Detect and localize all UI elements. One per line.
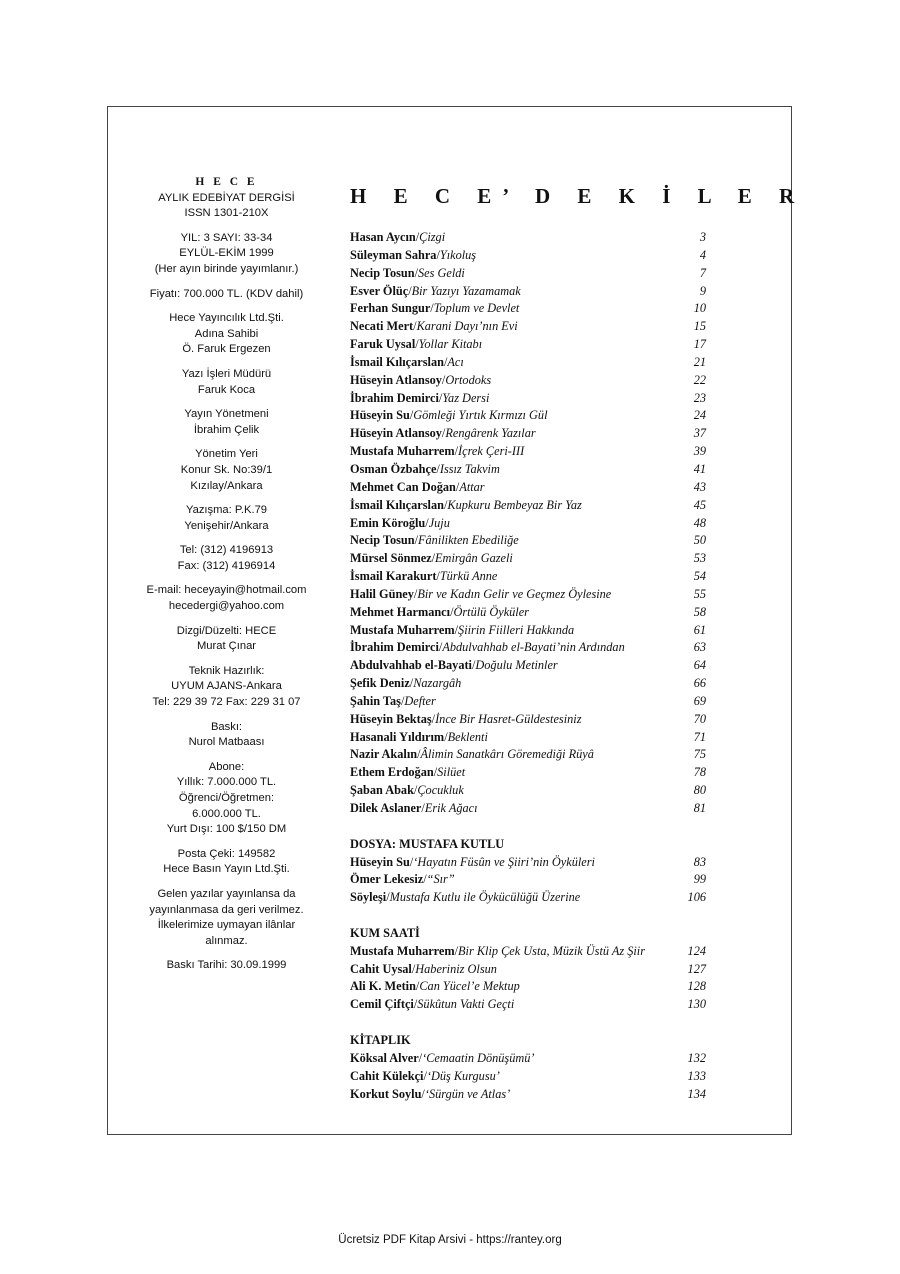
toc-entry: Hüseyin Atlansoy/Ortodoks 22 (350, 372, 706, 390)
toc-work-title: Toplum ve Devlet (433, 301, 520, 316)
toc-author: Hüseyin Bektaş (350, 711, 432, 726)
masthead-line: E-mail: heceyayin@hotmail.com (146, 584, 307, 597)
toc-entry: Hüseyin Bektaş/İnce Bir Hasret-Güldestesiniz 70 (350, 711, 706, 729)
toc-page-number: 124 (687, 943, 706, 958)
toc-work-title: Âlimin Sanatkârı Göremediği Rüyâ (420, 747, 594, 762)
toc-page-number: 15 (693, 319, 706, 334)
toc-entry: Necip Tosun/Ses Geldi 7 (350, 265, 706, 283)
toc-page-number: 48 (693, 515, 706, 530)
toc-entry: Şefik Deniz/Nazargâh 66 (350, 675, 706, 693)
toc-work-title: Fânilikten Ebediliğe (418, 533, 519, 548)
toc-page-number: 21 (693, 354, 706, 369)
toc-work-title: ‘Sürgün ve Atlas’ (424, 1086, 511, 1101)
toc-page-number: 70 (693, 711, 706, 726)
toc-work-title: “Sır” (426, 872, 455, 887)
toc-work-title: Bir Yazıyı Yazamamak (411, 283, 521, 298)
toc-work-title: Acı (447, 354, 464, 369)
toc-work-title: İçrek Çeri-III (458, 444, 525, 459)
masthead-line: YIL: 3 SAYI: 33-34 (180, 231, 273, 244)
masthead-line: Ö. Faruk Ergezen (182, 343, 271, 356)
toc-entry: Nazir Akalın/Âlimin Sanatkârı Göremediği Rüyâ 75 (350, 746, 706, 764)
toc-work-title: Defter (404, 693, 436, 708)
toc-page-number: 10 (693, 301, 706, 316)
masthead-line: Murat Çınar (196, 640, 257, 653)
toc-entry: Hasan Aycın/Çizgi 3 (350, 229, 706, 247)
toc-page-number: 7 (699, 265, 706, 280)
toc-work-title: Doğulu Metinler (475, 658, 558, 673)
toc-author: Söyleşi (350, 890, 387, 905)
toc-work-title: ‘Hayatın Füsûn ve Şiiri’nin Öyküleri (413, 854, 595, 869)
toc-entry: Dilek Aslaner/Erik Ağacı 81 (350, 800, 706, 818)
toc-work-title: Ortodoks (445, 372, 492, 387)
toc-entry: Hasanali Yıldırım/Beklenti 71 (350, 729, 706, 747)
toc-entry: Köksal Alver/‘Cemaatin Dönüşümü’ 132 (350, 1050, 706, 1068)
toc-page-number: 78 (693, 765, 706, 780)
toc-page-number: 127 (687, 961, 706, 976)
masthead-line: EYLÜL-EKİM 1999 (179, 247, 274, 260)
masthead-group (140, 287, 313, 303)
toc-entry: Süleyman Sahra/Yıkoluş 4 (350, 247, 706, 265)
masthead-line: Fax: (312) 4196914 (177, 559, 276, 572)
toc-entry: Ferhan Sungur/Toplum ve Devlet 10 (350, 300, 706, 318)
masthead-line: Yönetim Yeri (195, 448, 258, 461)
toc-page-number: 17 (693, 337, 706, 352)
toc-page-number: 9 (699, 283, 706, 298)
toc-work-title: İnce Bir Hasret-Güldestesiniz (435, 711, 582, 726)
toc-entry: Şaban Abak/Çocukluk 80 (350, 782, 706, 800)
toc-author: Hüseyin Su (350, 854, 410, 869)
toc-author: Dilek Aslaner (350, 801, 422, 815)
toc-entry: Korkut Soylu/‘Sürgün ve Atlas’ 134 (350, 1086, 706, 1104)
toc-author: Ömer Lekesiz (350, 872, 424, 887)
toc-page-number: 23 (693, 390, 706, 405)
toc-page-number: 53 (693, 551, 706, 566)
toc-entry: İsmail Karakurt/Türkü Anne 54 (350, 568, 706, 586)
toc-entry: İsmail Kılıçarslan/Acı 21 (350, 354, 706, 372)
toc-entry: İsmail Kılıçarslan/Kupkuru Bembeyaz Bir Yaz 45 (350, 497, 706, 515)
masthead-line: Fiyatı: 700.000 TL. (KDV dahil) (149, 287, 304, 300)
toc-work-title: Karani Dayı’nın Evi (416, 319, 518, 334)
toc-work-title: Attar (459, 479, 485, 494)
toc-work-title: Ses Geldi (418, 265, 465, 280)
toc-entry: Mustafa Muharrem/İçrek Çeri-III 39 (350, 443, 706, 461)
toc-author: Hüseyin Atlansoy (350, 372, 442, 387)
toc-page-number: 63 (693, 640, 706, 655)
masthead-group (140, 583, 313, 614)
masthead-group (140, 760, 313, 838)
toc-page-number: 128 (687, 979, 706, 994)
masthead-line: ISSN 1301-210X (184, 207, 269, 220)
toc-work-title: Can Yücel’e Mektup (419, 979, 520, 994)
masthead-line: Dizgi/Düzelti: HECE (176, 624, 277, 637)
toc-work-title: Emirgân Gazeli (435, 551, 513, 566)
toc-author: Köksal Alver (350, 1050, 419, 1065)
toc-work-title: Şiirin Fiilleri Hakkında (458, 622, 575, 637)
toc-author: Mürsel Sönmez (350, 551, 432, 566)
toc-section-heading: KUM SAATİ (350, 925, 420, 940)
toc-work-title: Bir Klip Çek Usta, Müzik Üstü Az Şiir (458, 943, 646, 958)
toc-page-number: 132 (687, 1050, 706, 1065)
masthead-group (140, 503, 313, 534)
toc-page-number: 41 (693, 461, 706, 476)
toc-entry: Mustafa Muharrem/Şiirin Fiilleri Hakkında 61 (350, 622, 706, 640)
toc-entry: Esver Ölüç/Bir Yazıyı Yazamamak 9 (350, 283, 706, 301)
toc-entry: Abdulvahhab el-Bayati/Doğulu Metinler 64 (350, 657, 706, 675)
toc-page-number: 64 (693, 658, 706, 673)
toc-author: Ferhan Sungur (350, 301, 431, 316)
toc-page-number: 69 (693, 693, 706, 708)
masthead-group (140, 847, 313, 878)
masthead-group (140, 311, 313, 358)
toc-entry: Osman Özbahçe/Issız Takvim 41 (350, 461, 706, 479)
masthead-line: Adına Sahibi (194, 327, 259, 340)
toc-author: Halil Güney (350, 586, 414, 601)
toc-page-number: 61 (693, 622, 706, 637)
toc-entry: Ömer Lekesiz/“Sır” 99 (350, 871, 706, 889)
masthead-group (140, 624, 313, 655)
toc-page-number: 54 (693, 569, 706, 584)
toc-page-number: 130 (687, 997, 706, 1012)
toc-work-title: Yıkoluş (439, 247, 477, 262)
toc-work-title: Haberiniz Olsun (415, 961, 497, 976)
masthead-line: Gelen yazılar yayınlansa da (157, 887, 296, 900)
toc-entry: Mehmet Can Doğan/Attar 43 (350, 479, 706, 497)
masthead-line: Teknik Hazırlık: (188, 664, 265, 677)
toc-work-title: Issız Takvim (439, 461, 500, 476)
masthead-line: hecedergi@yahoo.com (168, 600, 285, 613)
masthead-group (140, 407, 313, 438)
toc-page-number: 75 (693, 747, 706, 762)
masthead-group (140, 543, 313, 574)
toc-author: Şahin Taş (350, 693, 401, 708)
masthead-group (140, 887, 313, 949)
toc-author: Mehmet Can Doğan (350, 479, 456, 494)
toc-author: Faruk Uysal (350, 337, 416, 352)
toc-page-number: 43 (693, 479, 706, 494)
masthead-line: Yurt Dışı: 100 $/150 DM (166, 823, 287, 836)
toc-work-title: Abdulvahhab el-Bayati’nin Ardından (442, 640, 625, 655)
toc-entry: Şahin Taş/Defter 69 (350, 693, 706, 711)
toc-page-number: 37 (693, 426, 706, 441)
toc-entry: Cahit Külekçi/‘Düş Kurgusu’ 133 (350, 1068, 706, 1086)
toc-author: Abdulvahhab el-Bayati (350, 658, 472, 673)
toc-page-number: 3 (699, 230, 706, 244)
toc-work-title: Juju (428, 515, 450, 530)
toc-entry: Faruk Uysal/Yollar Kitabı 17 (350, 336, 706, 354)
masthead-line: İbrahim Çelik (193, 423, 260, 436)
toc-entry: İbrahim Demirci/Abdulvahhab el-Bayati’nin Ardından 63 (350, 639, 706, 657)
masthead-line: Abone: (208, 760, 245, 773)
toc-page-number: 58 (693, 604, 706, 619)
masthead-line: Yıllık: 7.000.000 TL. (176, 776, 277, 789)
toc-entry: Emin Köroğlu/Juju 48 (350, 515, 706, 533)
masthead-line: Baskı Tarihi: 30.09.1999 (166, 959, 287, 972)
toc-author: Şaban Abak (350, 783, 414, 798)
toc-work-title: ‘Düş Kurgusu’ (426, 1068, 500, 1083)
masthead-group (140, 664, 313, 711)
toc-entry: Mürsel Sönmez/Emirgân Gazeli 53 (350, 550, 706, 568)
toc-author: Ali K. Metin (350, 979, 416, 994)
masthead-line: H E C E (195, 176, 258, 188)
toc-page-number: 81 (693, 801, 706, 815)
toc-work-title: ‘Cemaatin Dönüşümü’ (422, 1050, 535, 1065)
masthead-group (140, 447, 313, 494)
masthead-line: Kızılay/Ankara (190, 479, 263, 492)
toc-author: Cahit Külekçi (350, 1068, 424, 1083)
masthead-line: 6.000.000 TL. (192, 807, 261, 820)
toc-page-number: 106 (687, 890, 706, 905)
toc-page-number: 99 (693, 872, 706, 887)
masthead-line: (Her ayın birinde yayımlanır.) (154, 262, 299, 275)
toc-author: İbrahim Demirci (350, 390, 439, 405)
masthead-line: UYUM AJANS-Ankara (171, 680, 282, 693)
toc-entry: Mehmet Harmancı/Örtülü Öyküler 58 (350, 604, 706, 622)
toc-author: Necip Tosun (350, 533, 415, 548)
masthead-group (140, 958, 313, 974)
toc-author: Mustafa Muharrem (350, 622, 455, 637)
toc-author: İsmail Kılıçarslan (350, 354, 444, 369)
toc-entry: Halil Güney/Bir ve Kadın Gelir ve Geçmez Öylesine 55 (350, 586, 706, 604)
toc-author: Cemil Çiftçi (350, 997, 414, 1012)
toc-entry: Cahit Uysal/Haberiniz Olsun 127 (350, 961, 706, 979)
masthead-group (140, 231, 313, 278)
masthead-line: Tel: 229 39 72 Fax: 229 31 07 (152, 696, 301, 709)
masthead-line: Baskı: (210, 720, 243, 733)
toc-entry: Necip Tosun/Fânilikten Ebediliğe 50 (350, 532, 706, 550)
masthead-line: yayınlanmasa da geri verilmez. (149, 903, 304, 916)
toc-author: Hasan Aycın (350, 230, 416, 244)
masthead-line: İlkelerimize uymayan ilânlar (157, 919, 296, 932)
toc-work-title: Kupkuru Bembeyaz Bir Yaz (447, 497, 582, 512)
toc-work-title: Beklenti (447, 729, 488, 744)
toc-page-number: 71 (693, 729, 706, 744)
contents-title: H E C E’ D E K İ L E R (350, 184, 806, 208)
toc-page-number: 55 (693, 586, 706, 601)
toc-author: Cahit Uysal (350, 961, 412, 976)
toc-work-title: Silüet (437, 765, 466, 780)
toc-author: İsmail Kılıçarslan (350, 497, 444, 512)
toc-entry: Necati Mert/Karani Dayı’nın Evi 15 (350, 318, 706, 336)
toc-author: Emin Köroğlu (350, 515, 426, 530)
toc-work-title: Gömleği Yırtık Kırmızı Gül (413, 408, 548, 423)
toc-work-title: Nazargâh (413, 676, 462, 691)
table-of-contents (350, 229, 706, 1103)
toc-work-title: Erik Ağacı (424, 801, 478, 815)
toc-entry: Cemil Çiftçi/Sükûtun Vakti Geçti 130 (350, 996, 706, 1014)
masthead-line: Yenişehir/Ankara (184, 519, 269, 532)
toc-author: Şefik Deniz (350, 676, 410, 691)
toc-work-title: Çocukluk (417, 783, 464, 798)
masthead-column (140, 175, 313, 983)
toc-work-title: Rengârenk Yazılar (445, 426, 536, 441)
masthead-line: Tel: (312) 4196913 (179, 544, 274, 557)
masthead-group (140, 720, 313, 751)
toc-work-title: Bir ve Kadın Gelir ve Geçmez Öylesine (417, 586, 612, 601)
masthead-group (140, 175, 313, 222)
toc-author: İsmail Karakurt (350, 569, 437, 584)
masthead-line: Hece Yayıncılık Ltd.Şti. (169, 312, 284, 325)
masthead-line: Faruk Koca (197, 383, 256, 396)
masthead-group (140, 367, 313, 398)
toc-page-number: 4 (699, 247, 706, 262)
masthead-line: Öğrenci/Öğretmen: (178, 792, 275, 804)
toc-entry: Söyleşi/Mustafa Kutlu ile Öykücülüğü Üzerine 106 (350, 889, 706, 907)
footer-credit: Ücretsiz PDF Kitap Arsivi - https://rantey.org (338, 1234, 562, 1246)
toc-work-title: Yaz Dersi (442, 390, 490, 405)
masthead-line: alınmaz. (205, 934, 248, 947)
masthead-line: AYLIK EDEBİYAT DERGİSİ (158, 191, 295, 204)
toc-author: Hüseyin Su (350, 408, 410, 423)
toc-entry: Mustafa Muharrem/Bir Klip Çek Usta, Müzik Üstü Az Şiir 124 (350, 943, 706, 961)
toc-entry: Hüseyin Atlansoy/Rengârenk Yazılar 37 (350, 425, 706, 443)
toc-page-number: 80 (693, 783, 706, 798)
toc-author: Hüseyin Atlansoy (350, 426, 442, 441)
toc-page-number: 45 (693, 497, 706, 512)
toc-author: Nazir Akalın (350, 747, 418, 762)
masthead-line: Konur Sk. No:39/1 (180, 463, 273, 476)
toc-entry: İbrahim Demirci/Yaz Dersi 23 (350, 390, 706, 408)
toc-page-number: 83 (693, 854, 706, 869)
toc-entry: Ali K. Metin/Can Yücel’e Mektup 128 (350, 978, 706, 996)
toc-entry: Hüseyin Su/Gömleği Yırtık Kırmızı Gül 24 (350, 407, 706, 425)
toc-author: İbrahim Demirci (350, 640, 439, 655)
toc-work-title: Çizgi (419, 230, 446, 244)
toc-page-number: 22 (693, 372, 706, 387)
toc-entry: Hüseyin Su/‘Hayatın Füsûn ve Şiiri’nin Öyküleri 83 (350, 854, 706, 872)
masthead-line: Posta Çeki: 149582 (177, 847, 276, 860)
toc-page-number: 134 (687, 1086, 706, 1101)
toc-author: Esver Ölüç (350, 283, 409, 298)
toc-author: Süleyman Sahra (350, 247, 437, 262)
toc-author: Ethem Erdoğan (350, 765, 434, 780)
toc-section-heading: KİTAPLIK (350, 1032, 411, 1047)
masthead-line: Yazışma: P.K.79 (185, 504, 268, 517)
toc-work-title: Yollar Kitabı (418, 337, 483, 352)
toc-work-title: Örtülü Öyküler (453, 604, 529, 619)
toc-page-number: 133 (687, 1068, 706, 1083)
toc-author: Mehmet Harmancı (350, 604, 451, 619)
toc-author: Mustafa Muharrem (350, 444, 455, 459)
toc-page-number: 50 (693, 533, 706, 548)
toc-work-title: Mustafa Kutlu ile Öykücülüğü Üzerine (389, 890, 581, 905)
masthead-line: Hece Basın Yayın Ltd.Şti. (163, 863, 290, 876)
masthead-line: Nurol Matbaası (188, 736, 265, 749)
toc-author: Hasanali Yıldırım (350, 729, 445, 744)
toc-entry: Ethem Erdoğan/Silüet 78 (350, 764, 706, 782)
toc-author: Mustafa Muharrem (350, 943, 455, 958)
toc-work-title: Türkü Anne (439, 569, 498, 584)
toc-author: Osman Özbahçe (350, 461, 437, 476)
toc-author: Necati Mert (350, 319, 414, 334)
toc-author: Necip Tosun (350, 265, 415, 280)
toc-section-heading: DOSYA: MUSTAFA KUTLU (350, 836, 505, 851)
toc-page-number: 66 (693, 676, 706, 691)
toc-work-title: Sükûtun Vakti Geçti (417, 997, 515, 1012)
masthead-line: Yayın Yönetmeni (184, 408, 269, 421)
toc-author: Korkut Soylu (350, 1086, 422, 1101)
masthead-line: Yazı İşleri Müdürü (181, 367, 272, 380)
toc-page-number: 24 (693, 408, 706, 423)
toc-page-number: 39 (693, 444, 706, 459)
